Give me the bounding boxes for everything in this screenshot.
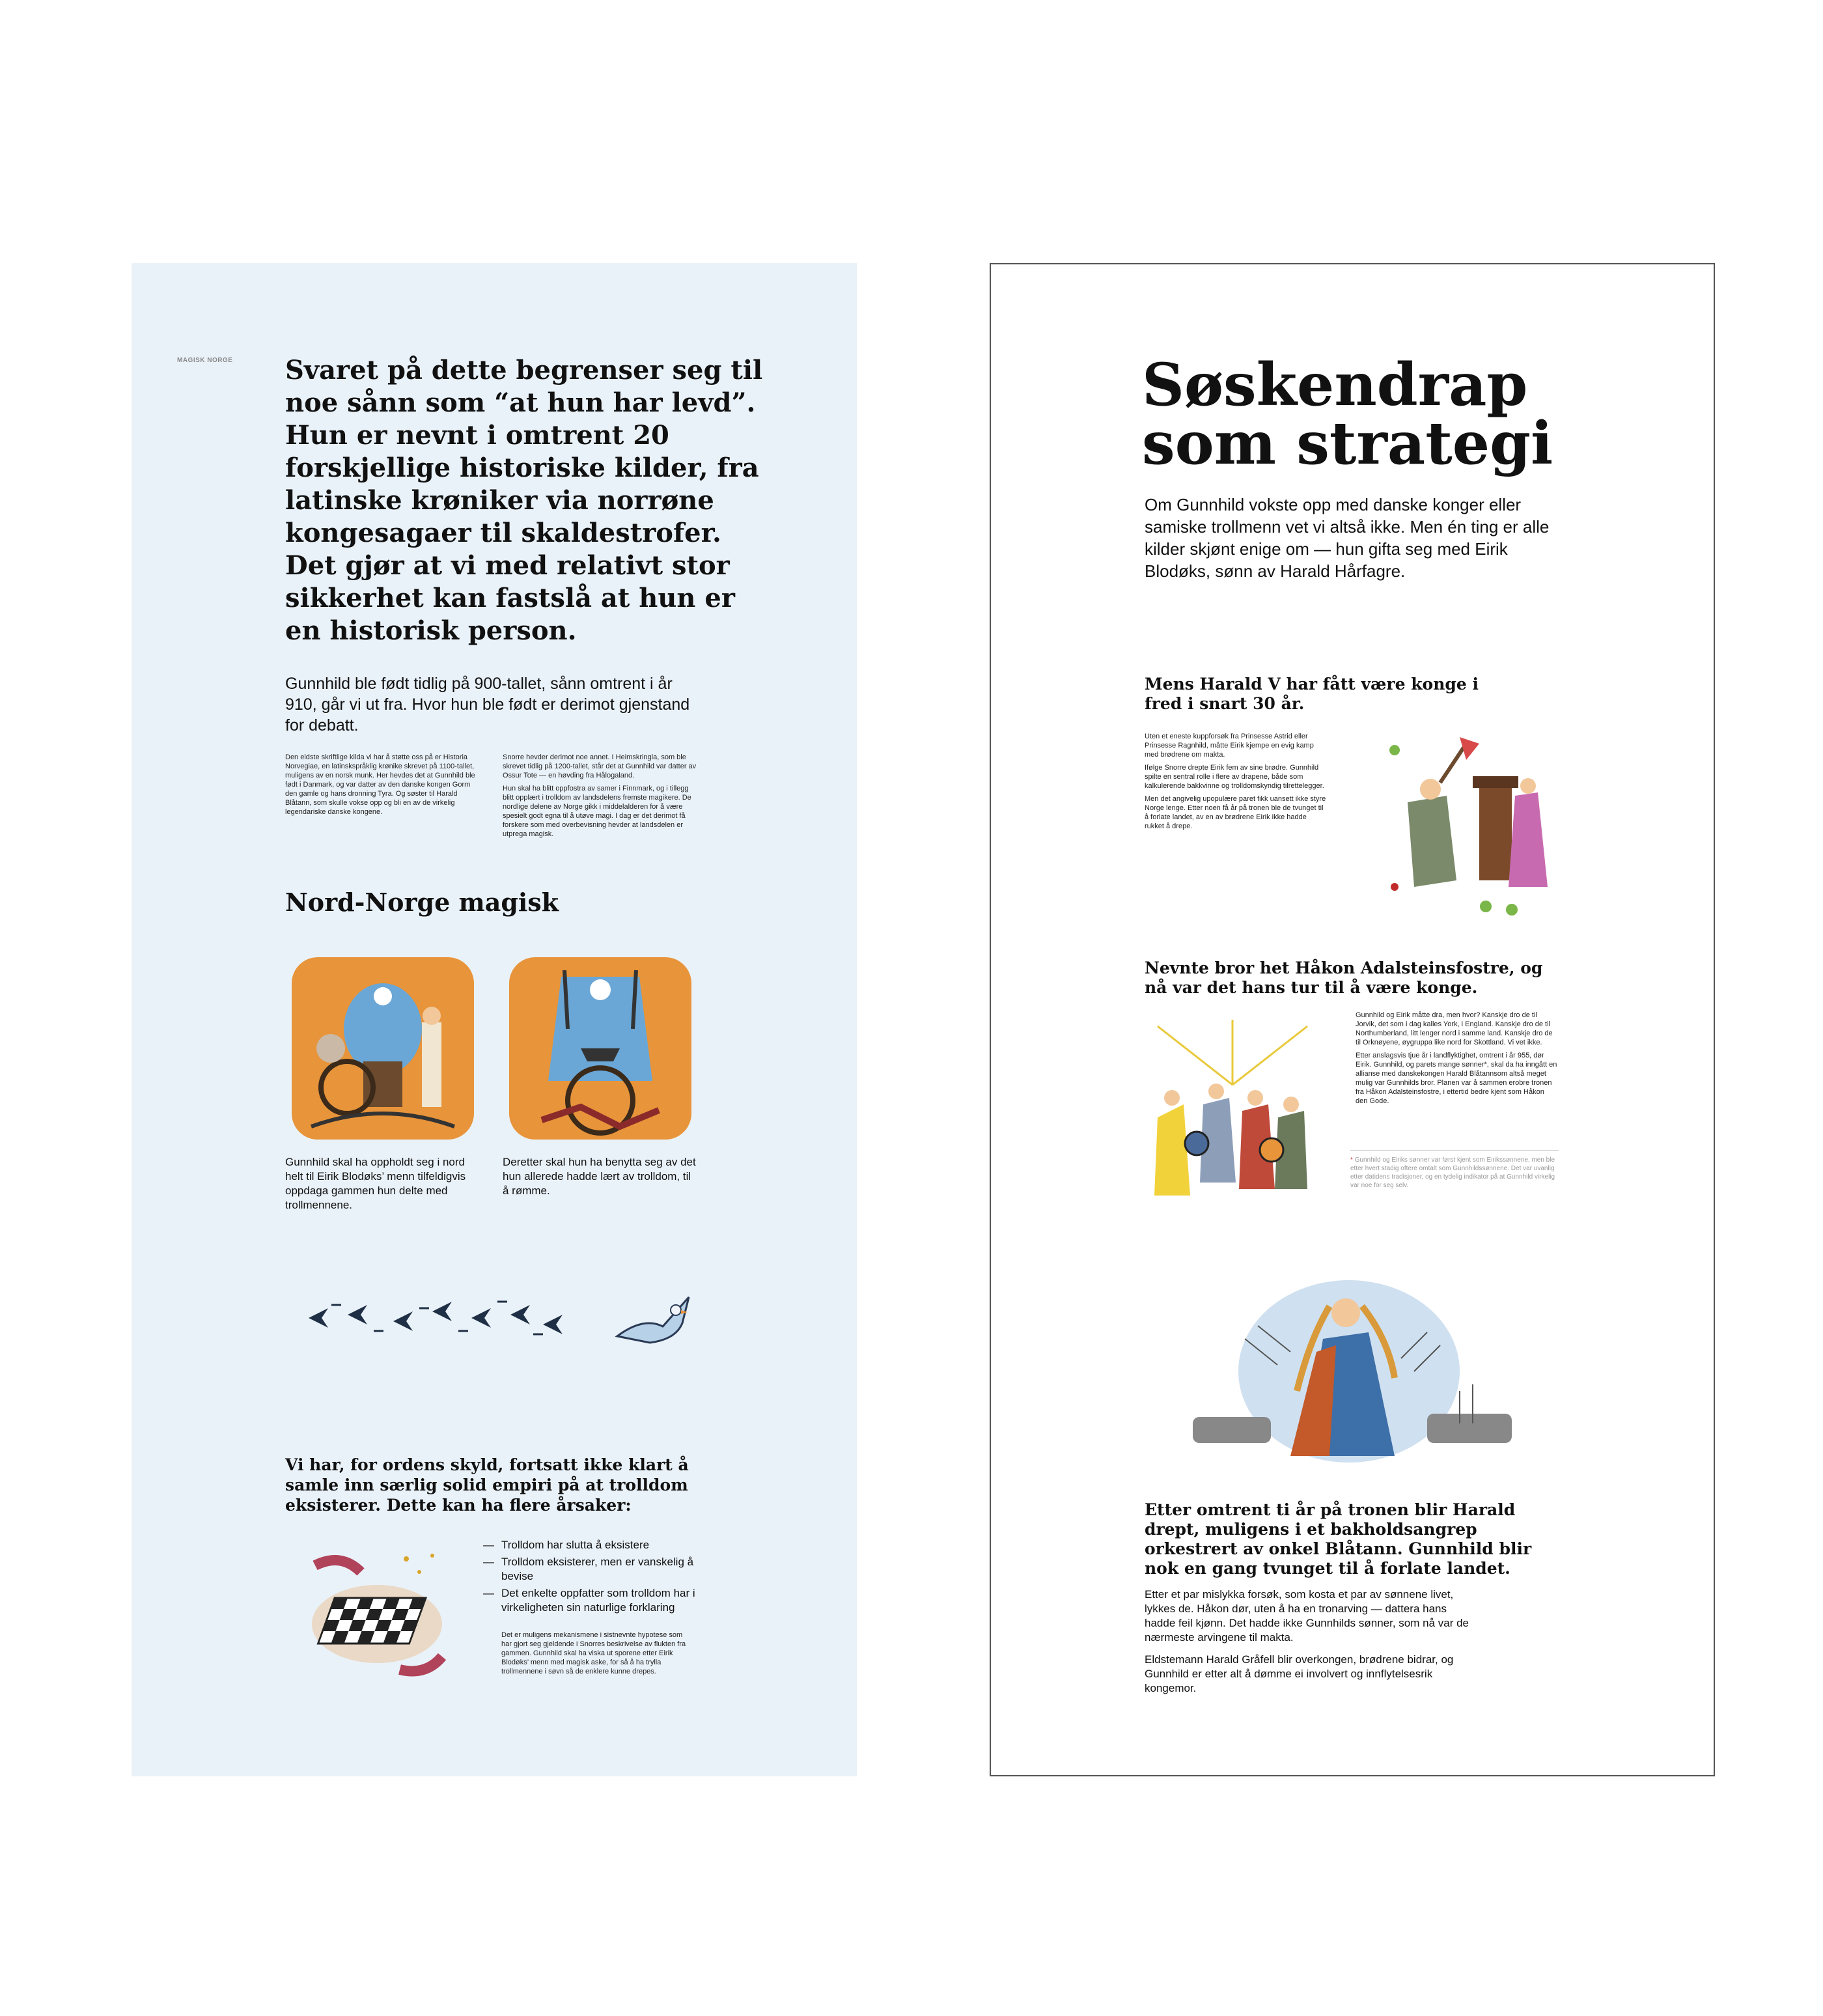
lead-quote: Svaret på dette begrenser seg til noe sånn som “at hun har levd”. Hun er nevnt i omtrent 20 forskjellige historiske kilder, fra latinske krøniker via norrøne kongesagaer til skaldestrofer. Det gjør at vi med relativt stor sikkerhet kan fastslå at hun er en historisk person. [285,355,763,646]
heading-hakon: Nevnte bror het Håkon Adalsteinsfostre, og nå var det hans tur til å være konge. [1145,959,1543,997]
section-2-text [1356,1011,1557,1106]
caption-2: Deretter skal hun ha benytta seg av det hun allerede hadde lært av trolldom, til å rømme. [503,1156,696,1197]
section-3-para-2: Eldstemann Harald Gråfell blir overkongen, brødrene bidrar, og Gunnhild er etter alt å dømme ei involvert og innflytelsesrik kongemor. [1145,1653,1454,1694]
illustration-gunnhild-battle [1180,1261,1518,1469]
section-1-para-1: Uten et eneste kuppforsøk fra Prinsesse Astrid eller Prinsesse Ragnhild, måtte Eirik kjempe en evig kamp med brødrene om makta. [1145,733,1314,759]
column-2-para-1: Snorre hevder derimot noe annet. I Heimskringla, som ble skrevet tidlig på 1200-tallet, står det at Gunnhild var datter av Ossur Tote — en høvding fra Hålogaland. [503,753,697,779]
heading-harald-drept: Etter omtrent ti år på tronen blir Harald drept, muligens i et bakholdsangrep orkestrert av onkel Blåtann. Gunnhild blir nok en gang tvunget til å forlate landet. [1145,1500,1532,1578]
caption-1: Gunnhild skal ha oppholdt seg i nord helt til Eirik Blodøks’ menn tilfeldigvis oppdaga gammen hun delte med trollmennene. [285,1156,466,1211]
title-line-2: som strategi [1142,409,1553,478]
column-2-text [503,753,698,839]
illustration-chess [302,1539,452,1689]
footnote-text: Gunnhild og Eiriks sønner var først kjent som Eirikssønnene, men ble etter hvert stadig oftere omtalt som Gunnhildssønnene. Det var uvanlig etter datidens tradisjoner, og en tydelig indikator på at Gunnhild virkelig var noe for seg selv. [1350,1156,1555,1189]
column-2-para-2: Hun skal ha blitt oppfostra av samer i Finnmark, og i tillegg blitt opplært i trolldom av landsdelens fremste magikere. De nordlige delene av Norge gikk i middelalderen for å være spesielt godt egna til å utøve magi. I dag er det derimot få forskere som med overbevisning hevder at landsdelen er utpregа magisk. [503,785,691,838]
illustration-army [1145,1020,1320,1202]
section-3-para-1: Etter et par mislykka forsøk, som kosta et par av sønnene livet, lykkes de. Håkon dør, uten å ha en tronarving — dattera hans hadde feil kjønn. Det hadde ikke Gunnhilds sønner, som nå var de nærmeste arvingene til makta. [1145,1588,1469,1644]
illustration-flight [503,951,698,1146]
intro-text: Gunnhild ble født tidlig på 900-tallet, sånn omtrent i år 910, går vi ut fra. Hvor hun ble født er derimot gjenstand for debatt. [285,675,690,735]
illustration-gamme [285,951,480,1146]
illustration-eirik-axe [1369,731,1564,919]
section-3-text [1145,1588,1470,1696]
section-tag: MAGISK NORGE [177,357,233,364]
column-1-text: Den eldste skriftlige kilda vi har å støtte oss på er Historia Norvegiae, en latinskspråklig krønike skrevet på 1100-tallet, muligens av en norsk munk. Her hevdes det at Gunnhild ble født i Danmark, og var datter av den danske kongen Gorm den gamle og hans dronning Tyra. Og søster til Harald Blåtann, som skulle vokse opp og bli en av de virkelig legendariske danske kongene. [285,753,475,816]
illustration-falcon [611,1291,699,1349]
section-1-para-2: Ifølge Snorre drepte Eirik fem av sine brødre. Gunnhild spilte en sentral rolle i flere av drapene, både som kalkulerende bakkvinne og trolldomskyndig tilrettelegger. [1145,764,1324,790]
section-1-text [1145,732,1327,831]
reasons-note: Det er muligens mekanismene i sistnevnte hypotese som har gjort seg gjeldende i Snorres beskrivelse av flukten fra gammen. Gunnhild skal ha viska ut sporene etter Eirik Blodøks’ menn med magisk aske, for så å ha trylla trollmennene i søvn så de enklere kunne drepes. [501,1631,686,1675]
heading-nord-norge: Nord-Norge magisk [285,888,559,917]
illustration-birds [302,1285,569,1351]
right-page [990,263,1715,1776]
intro-text: Om Gunnhild vokste opp med danske konger eller samiske trollmenn vet vi altså ikke. Men én ting er alle kilder skjønt enige om — hun gifta seg med Eirik Blodøks, sønn av Harald Hårfagre. [1145,495,1550,581]
section-2-para-2: Etter anslagsvis tjue år i landflyktighet, omtrent i år 955, dør Eirik. Gunnhild, og parets mange sønner*, skal da ha inngått en allianse med danskekongen Harald Blåtannsom altså meget mulig var Gunnhilds bror. Planen var å sammen erobre tronen fra Håkon Adalsteinsfostre, i ettertid bedre kjent som Håkon den Gode. [1356,1052,1557,1105]
heading-harald-v: Mens Harald V har fått være konge i fred i snart 30 år. [1145,675,1479,713]
page-title [1142,350,1553,478]
section-2-para-1: Gunnhild og Eirik måtte dra, men hvor? Kanskje dro de til Jorvik, det som i dag kalles York, i England. Kanskje dro de til Northumberland, litt lenger nord i samme land. Kanskje dro de til Orknøyene, øygruppa like nord for Skottland. Vi vet ikke. [1356,1011,1553,1046]
reason-item: — Det enkelte oppfatter som trolldom har i virkeligheten sin naturlige forklaring [483,1586,704,1615]
footnote-marker: * [1350,1156,1353,1164]
section-1-para-3: Men det angivelig upopulære paret fikk uansett ikke styre Norge lenge. Etter noen få år på tronen ble de tvunget til å forlate landet, av en av brødrene Eirik ikke hadde rukket å drepe. [1145,795,1326,830]
reason-item: — Trolldom har slutta å eksistere [483,1538,704,1552]
footnote [1350,1150,1559,1190]
heading-empiri: Vi har, for ordens skyld, fortsatt ikke klart å samle inn særlig solid empiri på at trolldom eksisterer. Dette kan ha flere årsaker: [285,1455,689,1515]
reasons-list [483,1538,704,1615]
left-page [132,263,857,1776]
reason-item: — Trolldom eksisterer, men er vanskelig å bevise [483,1555,704,1584]
title-line-1: Søskendrap [1142,350,1528,419]
reasons-block [483,1538,704,1676]
